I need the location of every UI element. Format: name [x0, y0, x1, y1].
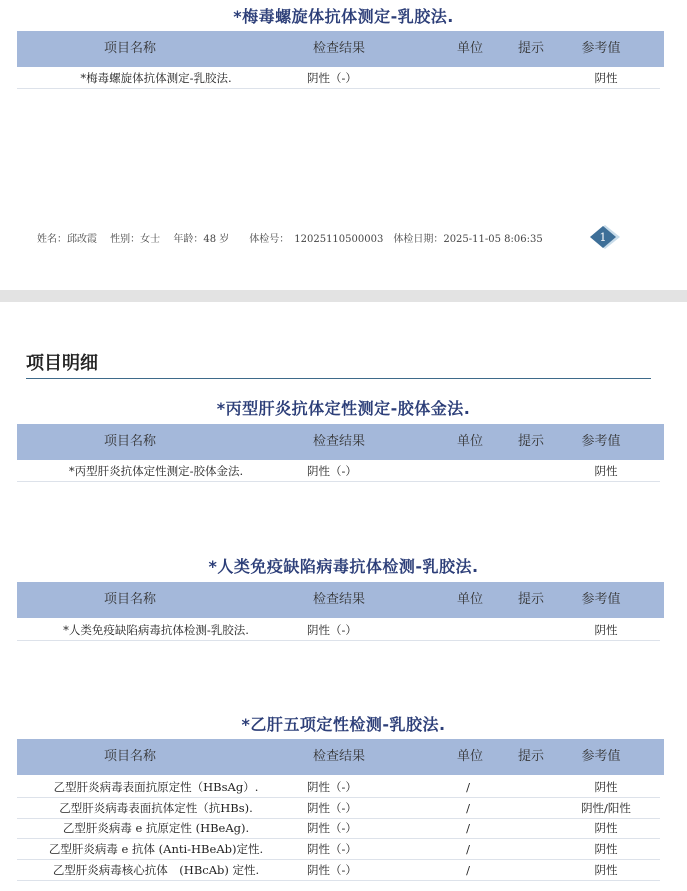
col-header-hint: 提示: [517, 434, 545, 449]
col-header-name: 项目名称: [103, 592, 157, 607]
page-number-badge: [588, 223, 622, 251]
col-header-name: 项目名称: [103, 41, 157, 56]
item-unit: /: [466, 780, 470, 794]
table-row: [17, 68, 660, 89]
item-ref: 阴性: [594, 71, 618, 85]
table-row: [17, 818, 660, 839]
col-header-name: 项目名称: [103, 434, 157, 449]
col-header-result: 检查结果: [312, 592, 366, 607]
col-header-result: 检查结果: [312, 434, 366, 449]
item-name: *人类免疫缺陷病毒抗体检测-乳胶法.: [63, 623, 249, 637]
item-result: 阴性（-）: [307, 801, 357, 815]
item-result: 阴性（-）: [307, 842, 357, 856]
item-ref: 阴性: [594, 863, 618, 877]
page-divider: [0, 290, 687, 302]
item-unit: /: [466, 821, 470, 835]
section-title: *梅毒螺旋体抗体测定-乳胶法.: [233, 7, 454, 26]
item-unit: /: [466, 863, 470, 877]
table-header: [17, 424, 664, 460]
item-name: 乙型肝炎病毒 e 抗原定性 (HBeAg).: [62, 821, 250, 835]
item-result: 阴性（-）: [307, 863, 357, 877]
detail-heading: 项目明细: [26, 353, 98, 374]
item-ref: 阴性: [594, 821, 618, 835]
col-header-hint: 提示: [517, 41, 545, 56]
heading-rule: [26, 378, 651, 379]
col-header-unit: 单位: [456, 41, 484, 56]
item-result: 阴性（-）: [307, 623, 357, 637]
table-row: [17, 461, 660, 482]
item-result: 阴性（-）: [307, 780, 357, 794]
item-name: *丙型肝炎抗体定性测定-胶体金法.: [68, 464, 244, 478]
item-name: 乙型肝炎病毒表面抗体定性（抗HBs).: [59, 801, 253, 815]
table-header: [17, 31, 664, 67]
item-ref: 阴性: [594, 842, 618, 856]
col-header-hint: 提示: [517, 592, 545, 607]
col-header-ref: 参考值: [581, 592, 621, 607]
col-header-unit: 单位: [456, 434, 484, 449]
item-name: 乙型肝炎病毒表面抗原定性（HBsAg）.: [53, 780, 259, 794]
col-header-ref: 参考值: [581, 749, 621, 764]
item-ref: 阴性: [594, 623, 618, 637]
item-unit: /: [466, 801, 470, 815]
item-name: *梅毒螺旋体抗体测定-乳胶法.: [80, 71, 232, 85]
item-result: 阴性（-）: [307, 821, 357, 835]
section-title: *人类免疫缺陷病毒抗体检测-乳胶法.: [208, 557, 479, 576]
table-row: [17, 798, 660, 819]
page-number: 1: [599, 231, 607, 244]
item-name: 乙型肝炎病毒 e 抗体 (Anti-HBeAb)定性.: [48, 842, 264, 856]
section-title: *丙型肝炎抗体定性测定-胶体金法.: [216, 399, 471, 418]
col-header-ref: 参考值: [581, 434, 621, 449]
col-header-name: 项目名称: [103, 749, 157, 764]
table-row: [17, 860, 660, 881]
table-row: [17, 839, 660, 860]
item-ref: 阴性/阳性: [581, 801, 631, 815]
item-result: 阴性（-）: [307, 464, 357, 478]
item-ref: 阴性: [594, 780, 618, 794]
col-header-ref: 参考值: [581, 41, 621, 56]
item-unit: /: [466, 842, 470, 856]
patient-footer: 姓名：邱改霞 性别：女士 年龄：48 岁 体检号： 12025110500003 体检日期：2025-11-05 8:06:35: [37, 234, 543, 245]
col-header-result: 检查结果: [312, 749, 366, 764]
table-row: [17, 620, 660, 641]
section-title: *乙肝五项定性检测-乳胶法.: [241, 715, 446, 734]
table-header: [17, 739, 664, 775]
col-header-result: 检查结果: [312, 41, 366, 56]
item-result: 阴性（-）: [307, 71, 357, 85]
item-ref: 阴性: [594, 464, 618, 478]
table-row: [17, 777, 660, 798]
item-name: 乙型肝炎病毒核心抗体 (HBcAb) 定性.: [52, 863, 260, 877]
col-header-hint: 提示: [517, 749, 545, 764]
col-header-unit: 单位: [456, 749, 484, 764]
col-header-unit: 单位: [456, 592, 484, 607]
table-header: [17, 582, 664, 618]
